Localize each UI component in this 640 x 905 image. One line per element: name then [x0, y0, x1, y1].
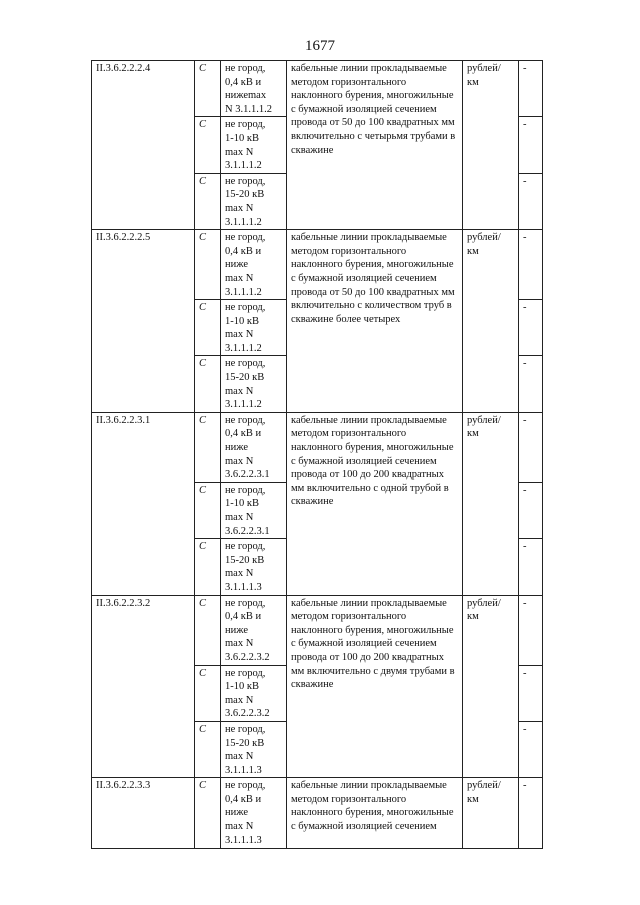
condition-cell: не город, 1-10 кВ max N 3.1.1.1.2 [221, 117, 287, 173]
condition-cell: не город, 0,4 кВ и ниже max N 3.1.1.1.2 [221, 230, 287, 300]
value-cell: - [519, 539, 543, 595]
unit-cell: рублей/ км [463, 778, 519, 849]
value-cell: - [519, 721, 543, 777]
condition-cell: не город, 1-10 кВ max N 3.6.2.2.3.1 [221, 482, 287, 538]
unit-cell: рублей/ км [463, 595, 519, 778]
table-row [92, 61, 543, 117]
unit-cell: рублей/ км [463, 412, 519, 595]
condition-cell: не город, 0,4 кВ и ниже max N 3.6.2.2.3.1 [221, 412, 287, 482]
description-cell: кабельные линии прокладываемые методом горизонтального наклонного бурения, многожильные с бумажной изоляцией сечением провода от 50 до 100 квадратных мм включительно с количеством труб в скважине более четырех [287, 230, 463, 413]
condition-cell: не город, 0,4 кВ и ниже max N 3.6.2.2.3.2 [221, 595, 287, 665]
category-letter: С [195, 721, 221, 777]
value-cell: - [519, 61, 543, 117]
category-letter: С [195, 300, 221, 356]
unit-cell: рублей/ км [463, 230, 519, 413]
category-letter: С [195, 778, 221, 849]
description-cell: кабельные линии прокладываемые методом горизонтального наклонного бурения, многожильные с бумажной изоляцией сечением [287, 778, 463, 849]
tariff-table [91, 60, 543, 849]
category-letter: С [195, 595, 221, 665]
category-letter: С [195, 539, 221, 595]
table-row [92, 595, 543, 665]
condition-cell: не город, 1-10 кВ max N 3.6.2.2.3.2 [221, 665, 287, 721]
row-code: II.3.6.2.2.3.2 [92, 595, 195, 778]
condition-cell: не город, 15-20 кВ max N 3.1.1.1.3 [221, 721, 287, 777]
category-letter: С [195, 61, 221, 117]
category-letter: С [195, 117, 221, 173]
value-cell: - [519, 665, 543, 721]
row-code: II.3.6.2.2.2.4 [92, 61, 195, 230]
condition-cell: не город, 15-20 кВ max N 3.1.1.1.2 [221, 173, 287, 229]
row-code: II.3.6.2.2.2.5 [92, 230, 195, 413]
value-cell: - [519, 173, 543, 229]
description-cell: кабельные линии прокладываемые методом горизонтального наклонного бурения, многожильные с бумажной изоляцией сечением провода от 100 до 200 квадратных мм включительно с одной трубой в скважине [287, 412, 463, 595]
row-code: II.3.6.2.2.3.3 [92, 778, 195, 849]
category-letter: С [195, 356, 221, 412]
value-cell: - [519, 412, 543, 482]
value-cell: - [519, 356, 543, 412]
value-cell: - [519, 778, 543, 849]
page-number: 1677 [305, 38, 335, 54]
category-letter: С [195, 173, 221, 229]
condition-cell: не город, 0,4 кВ и нижеmax N 3.1.1.1.2 [221, 61, 287, 117]
description-cell: кабельные линии прокладываемые методом горизонтального наклонного бурения, многожильные с бумажной изоляцией сечением провода от 50 до 100 квадратных мм включительно с четырьмя трубами в скважине [287, 61, 463, 230]
row-code: II.3.6.2.2.3.1 [92, 412, 195, 595]
condition-cell: не город, 15-20 кВ max N 3.1.1.1.2 [221, 356, 287, 412]
table-row [92, 412, 543, 482]
category-letter: С [195, 412, 221, 482]
category-letter: С [195, 665, 221, 721]
unit-cell: рублей/ км [463, 61, 519, 230]
value-cell: - [519, 117, 543, 173]
value-cell: - [519, 482, 543, 538]
category-letter: С [195, 482, 221, 538]
value-cell: - [519, 300, 543, 356]
table-row [92, 778, 543, 849]
value-cell: - [519, 230, 543, 300]
condition-cell: не город, 0,4 кВ и ниже max N 3.1.1.1.3 [221, 778, 287, 849]
condition-cell: не город, 1-10 кВ max N 3.1.1.1.2 [221, 300, 287, 356]
table-row [92, 230, 543, 300]
condition-cell: не город, 15-20 кВ max N 3.1.1.1.3 [221, 539, 287, 595]
description-cell: кабельные линии прокладываемые методом горизонтального наклонного бурения, многожильные с бумажной изоляцией сечением провода от 100 до 200 квадратных мм включительно с двумя трубами в скважине [287, 595, 463, 778]
value-cell: - [519, 595, 543, 665]
category-letter: С [195, 230, 221, 300]
